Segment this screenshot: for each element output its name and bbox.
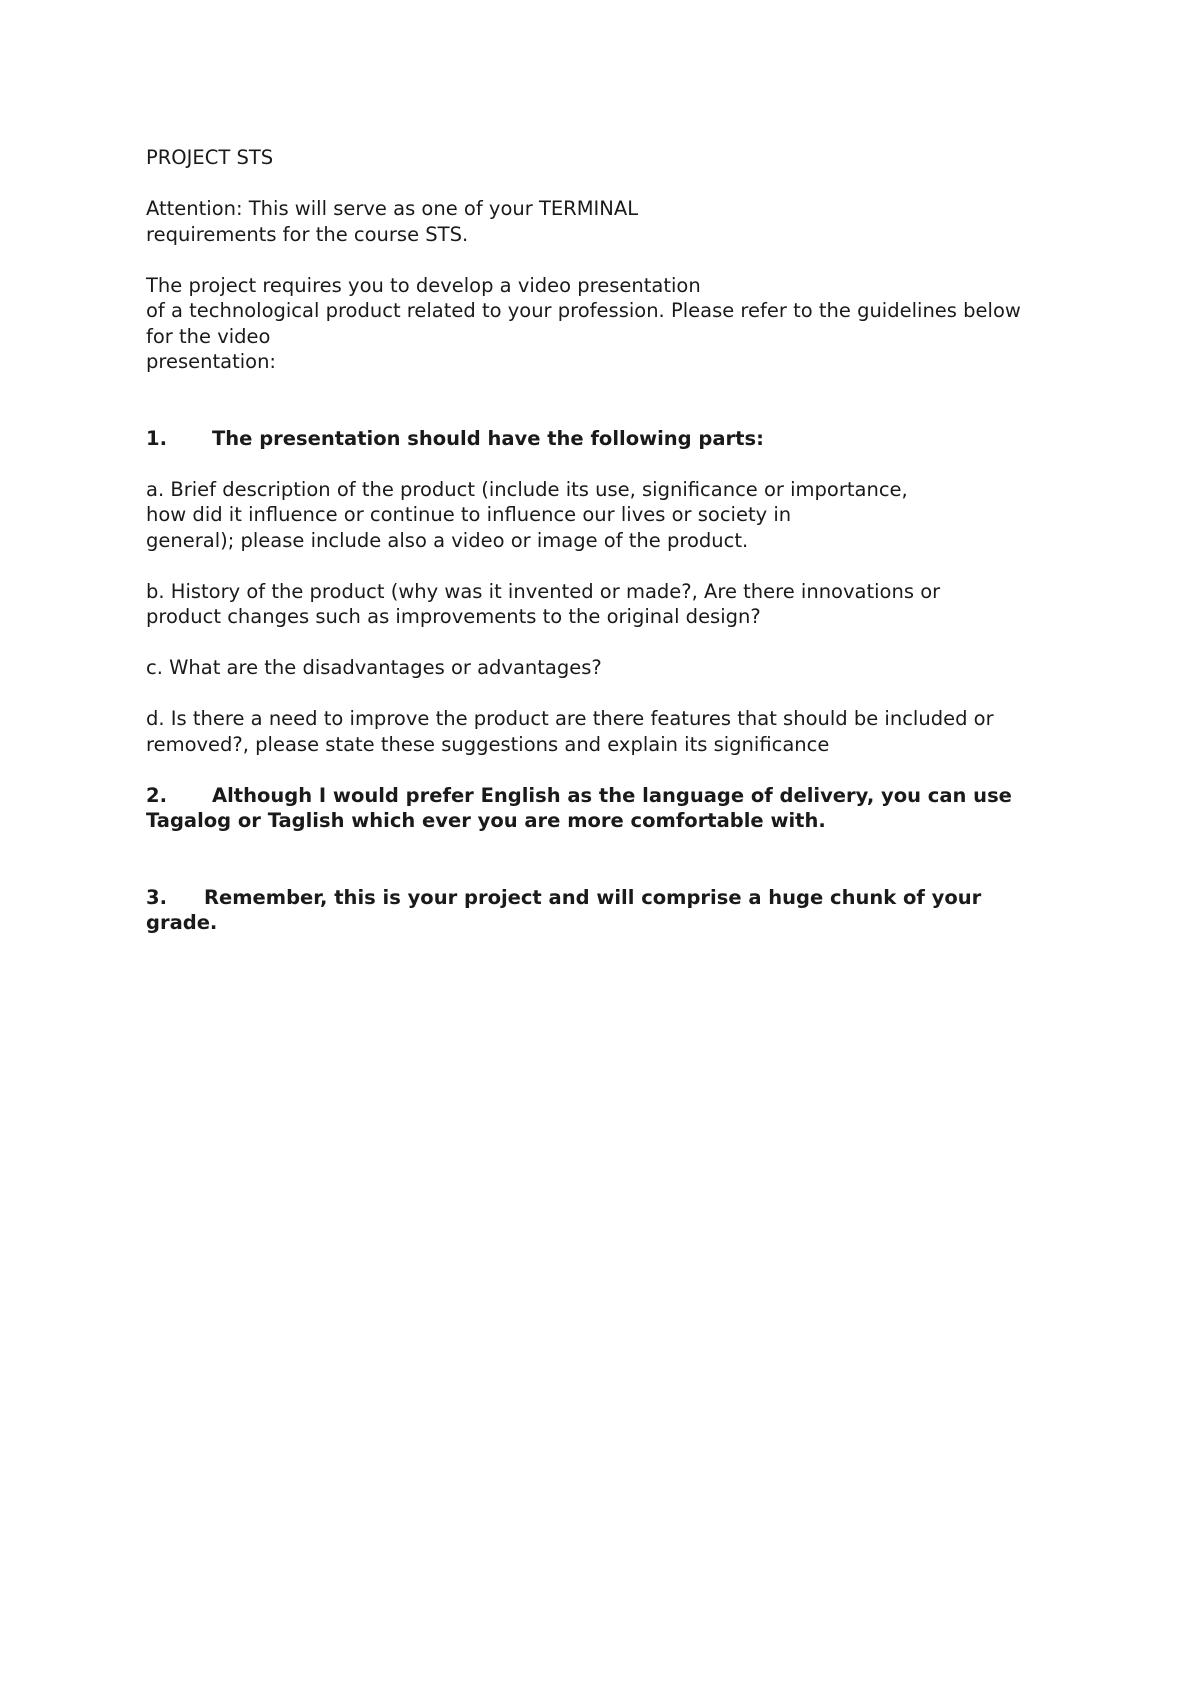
attention-paragraph — [146, 196, 1066, 247]
intro-line: of a technological product related to your profession. Please refer to the guidelines below — [146, 299, 1021, 322]
part-d-line: removed?, please state these suggestions and explain its significance — [146, 732, 830, 756]
intro-line: presentation: — [146, 350, 276, 373]
item-2-number: 2. — [146, 783, 167, 807]
item-1-number: 1. — [146, 426, 167, 450]
item-3-number: 3. — [146, 885, 167, 909]
intro-line: The project requires you to develop a video presentation — [146, 273, 701, 297]
part-a-line: a. Brief description of the product (include its use, significance or importance, — [146, 477, 908, 501]
intro-line: for the video — [146, 324, 271, 348]
part-b-paragraph — [146, 579, 1066, 630]
item-2-paragraph — [146, 783, 1066, 834]
part-a-paragraph — [146, 477, 1066, 554]
item-2-line: Although I would prefer English as the language of delivery, you can use — [212, 783, 1012, 807]
item-2-line: Tagalog or Taglish which ever you are more comfortable with. — [146, 809, 826, 832]
item-3-line: Remember, this is your project and will comprise a huge chunk of your — [204, 885, 982, 909]
attention-line: requirements for the course STS. — [146, 222, 469, 246]
intro-paragraph — [146, 273, 1066, 375]
part-a-line: general); please include also a video or image of the product. — [146, 528, 749, 552]
item-1-text: The presentation should have the following parts: — [212, 426, 764, 450]
part-b-line: b. History of the product (why was it invented or made?, Are there innovations or — [146, 579, 941, 603]
part-c-paragraph — [146, 655, 1066, 681]
part-d-paragraph — [146, 706, 1066, 757]
document-title: PROJECT STS — [146, 146, 274, 169]
item-3-paragraph — [146, 885, 1066, 936]
item-3-line: grade. — [146, 911, 218, 934]
attention-line: Attention: This will serve as one of your TERMINAL — [146, 197, 639, 220]
item-1-heading — [146, 426, 1066, 452]
part-c-line: c. What are the disadvantages or advantages? — [146, 656, 602, 679]
part-a-line: how did it influence or continue to influence our lives or society in — [146, 503, 792, 526]
part-d-line: d. Is there a need to improve the product are there features that should be included or — [146, 707, 994, 730]
part-b-line: product changes such as improvements to the original design? — [146, 605, 761, 628]
document-body — [146, 145, 1066, 936]
